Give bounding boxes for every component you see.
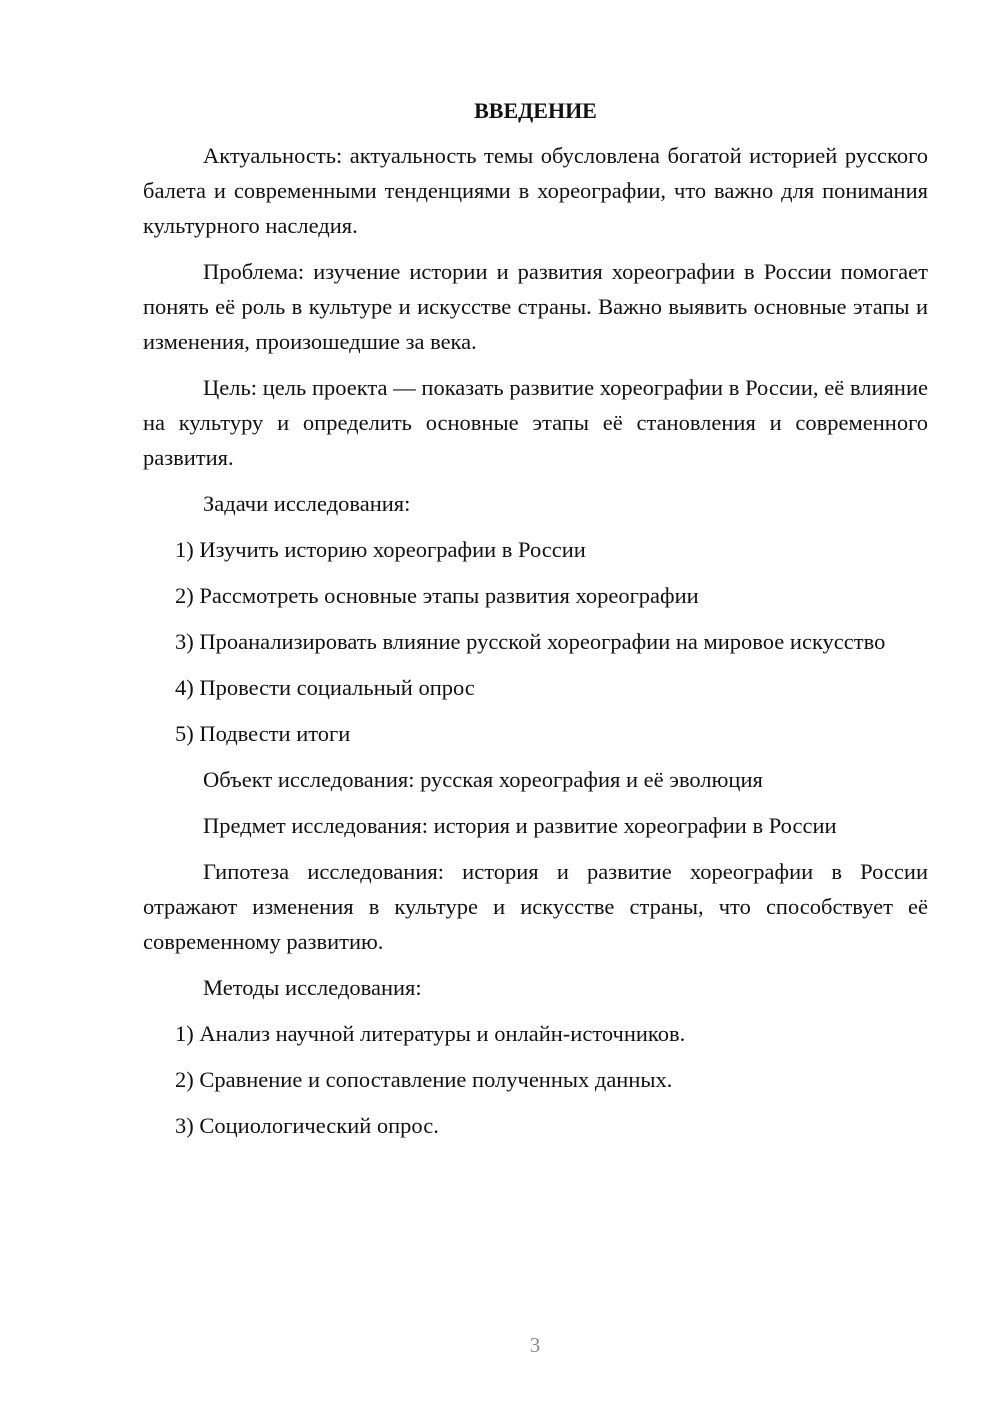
tasks-title: Задачи исследования: — [203, 491, 411, 516]
task-item: 3) Проанализировать влияние русской хореографии на мировое искусство — [175, 629, 886, 654]
page-content — [143, 96, 928, 1143]
hypothesis-paragraph: Гипотеза исследования: история и развитие хореографии в России отражают изменения в культуре и искусстве страны, что способствует её современному развитию. — [143, 859, 928, 954]
relevance-paragraph: Актуальность: актуальность темы обусловлена богатой историей русского балета и современными тенденциями в хореографии, что важно для понимания культурного наследия. — [143, 143, 928, 238]
goal-paragraph: Цель: цель проекта — показать развитие хореографии в России, её влияние на культуру и определить основные этапы её становления и современного развития. — [143, 375, 928, 470]
task-item: 4) Провести социальный опрос — [175, 675, 475, 700]
task-item: 1) Изучить историю хореографии в России — [175, 537, 586, 562]
subject-paragraph: Предмет исследования: история и развитие хореографии в России — [203, 813, 837, 838]
task-item: 2) Рассмотреть основные этапы развития хореографии — [175, 583, 699, 608]
method-item: 2) Сравнение и сопоставление полученных данных. — [175, 1067, 673, 1092]
problem-paragraph: Проблема: изучение истории и развития хореографии в России помогает понять её роль в культуре и искусстве страны. Важно выявить основные этапы и изменения, произошедшие за века. — [143, 259, 928, 354]
task-item: 5) Подвести итоги — [175, 721, 351, 746]
page-number: 3 — [529, 1333, 541, 1357]
methods-title: Методы исследования: — [203, 975, 422, 1000]
method-item: 3) Социологический опрос. — [175, 1113, 439, 1138]
section-heading: ВВЕДЕНИЕ — [474, 98, 597, 123]
method-item: 1) Анализ научной литературы и онлайн-источников. — [175, 1021, 686, 1046]
object-paragraph: Объект исследования: русская хореография и её эволюция — [203, 767, 763, 792]
